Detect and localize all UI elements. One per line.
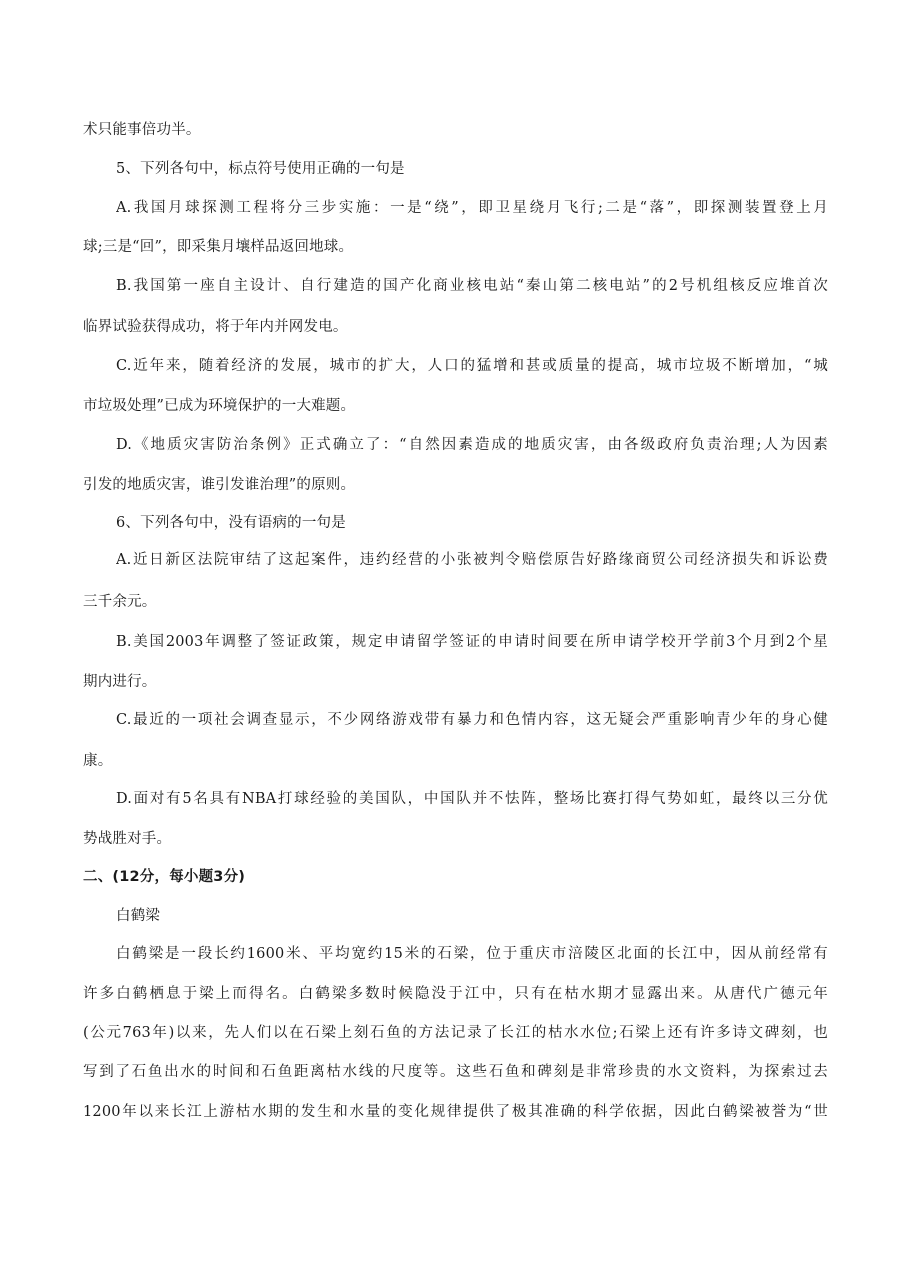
- question-6-option-c: C.最近的一项社会调查显示，不少网络游戏带有暴力和色情内容，这无疑会严重影响青少年的身心健: [116, 712, 828, 728]
- question-5-option-d: D.《地质灾害防治条例》正式确立了：“自然因素造成的地质灾害，由各级政府负责治理;人为因素: [116, 437, 828, 453]
- question-6-option-d: D.面对有5名具有NBA打球经验的美国队，中国队并不怯阵，整场比赛打得气势如虹，最终以三分优: [116, 791, 828, 807]
- text-line: 三千余元。: [83, 594, 157, 610]
- text-line: 期内进行。: [83, 674, 157, 690]
- text-line: 康。: [83, 753, 113, 769]
- question-5-option-a: A.我国月球探测工程将分三步实施：一是“绕”，即卫星绕月飞行;二是“落”，即探测装置登上月: [116, 200, 828, 216]
- passage-line: (公元763年)以来，先人们以在石梁上刻石鱼的方法记录了长江的枯水水位;石梁上还有许多诗文碑刻，也: [83, 1025, 828, 1041]
- question-6-option-a: A.近日新区法院审结了这起案件，违约经营的小张被判令赔偿原告好路缘商贸公司经济损失和诉讼费: [116, 552, 828, 568]
- text-line: 临界试验获得成功，将于年内并网发电。: [83, 319, 348, 335]
- question-6-option-b: B.美国2003年调整了签证政策，规定申请留学签证的申请时间要在所申请学校开学前3个月到2个星: [116, 634, 828, 650]
- text-line: 球;三是“回”，即采集月壤样品返回地球。: [83, 239, 354, 255]
- passage-title: 白鹤梁: [116, 908, 161, 924]
- passage-line: 许多白鹤栖息于梁上而得名。白鹤梁多数时候隐没于江中，只有在枯水期才显露出来。从唐代广德元年: [83, 986, 828, 1002]
- question-5-option-c: C.近年来，随着经济的发展，城市的扩大，人口的猛增和甚或质量的提高，城市垃圾不断增加，“城: [116, 358, 828, 374]
- text-line: 引发的地质灾害，谁引发谁治理”的原则。: [83, 477, 356, 493]
- passage-line: 写到了石鱼出水的时间和石鱼距离枯水线的尺度等。这些石鱼和碑刻是非常珍贵的水文资料，为探索过去: [83, 1064, 828, 1080]
- text-line: 市垃圾处理”已成为环境保护的一大难题。: [83, 398, 356, 414]
- passage-line: 白鹤梁是一段长约1600米、平均宽约15米的石梁，位于重庆市涪陵区北面的长江中，因从前经常有: [116, 946, 828, 962]
- passage-line: 1200年以来长江上游枯水期的发生和水量的变化规律提供了极其准确的科学依据，因此白鹤梁被誉为“世: [83, 1104, 828, 1120]
- question-5-stem: 5、下列各句中，标点符号使用正确的一句是: [116, 161, 405, 177]
- question-5-option-b: B.我国第一座自主设计、自行建造的国产化商业核电站“秦山第二核电站”的2号机组核反应堆首次: [116, 278, 828, 294]
- question-6-stem: 6、下列各句中，没有语病的一句是: [116, 515, 346, 531]
- section-2-heading: 二、(12分，每小题3分): [83, 869, 246, 885]
- text-line: 势战胜对手。: [83, 831, 172, 847]
- text-line: 术只能事倍功半。: [83, 122, 201, 138]
